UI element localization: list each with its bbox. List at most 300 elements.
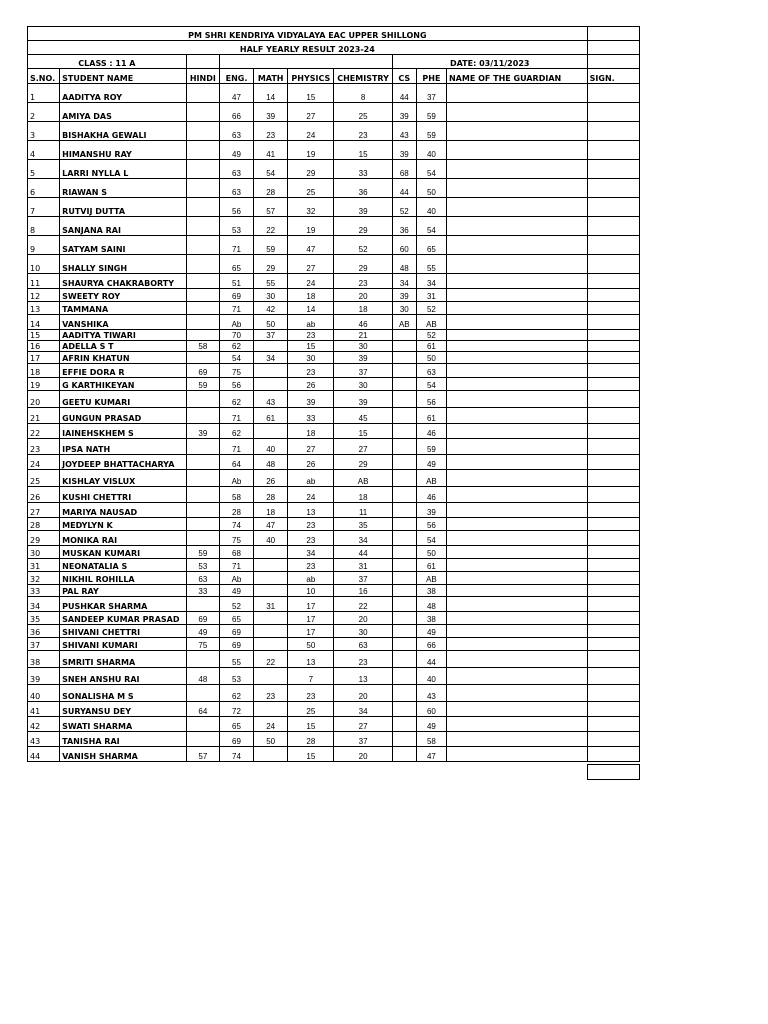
cell-chem: 20 [334, 747, 392, 762]
cell-math [254, 638, 288, 651]
cell-guardian [446, 702, 587, 717]
cell-guardian [446, 685, 587, 702]
cell-sign [587, 198, 639, 217]
cell-phe: 61 [416, 559, 446, 572]
cell-hindi [186, 455, 219, 470]
table-row [28, 732, 640, 747]
cell-phe: 52 [416, 302, 446, 315]
cell-sign [587, 732, 639, 747]
cell-cs [392, 487, 416, 503]
cell-chem: 18 [334, 302, 392, 315]
blank-cell [587, 55, 639, 69]
cell-chem: 23 [334, 122, 392, 141]
cell-eng: 65 [219, 612, 253, 625]
cell-math: 40 [254, 531, 288, 546]
cell-chem: 27 [334, 717, 392, 732]
cell-phe: 39 [416, 503, 446, 518]
cell-phy: 13 [288, 503, 334, 518]
cell-sign [587, 717, 639, 732]
cell-hindi: 69 [186, 364, 219, 378]
cell-guardian [446, 198, 587, 217]
cell-math [254, 585, 288, 597]
cell-hindi [186, 160, 219, 179]
col-eng: ENG. [219, 69, 253, 84]
cell-guardian [446, 487, 587, 503]
cell-guardian [446, 302, 587, 315]
cell-sno: 44 [28, 747, 60, 762]
cell-name: AFRIN KHATUN [60, 352, 187, 364]
cell-phy: 29 [288, 160, 334, 179]
cell-phy: 26 [288, 455, 334, 470]
cell-eng: 54 [219, 352, 253, 364]
cell-hindi [186, 487, 219, 503]
cell-name: MARIYA NAUSAD [60, 503, 187, 518]
cell-chem: 63 [334, 638, 392, 651]
cell-math: 37 [254, 330, 288, 341]
table-row [28, 289, 640, 302]
cell-name: JOYDEEP BHATTACHARYA [60, 455, 187, 470]
cell-math: 24 [254, 717, 288, 732]
cell-eng: 49 [219, 585, 253, 597]
cell-sno: 20 [28, 391, 60, 408]
cell-eng: 65 [219, 717, 253, 732]
cell-guardian [446, 455, 587, 470]
col-guardian: NAME OF THE GUARDIAN [446, 69, 587, 84]
cell-phe: 40 [416, 668, 446, 685]
cell-name: KISHLAY VISLUX [60, 470, 187, 487]
cell-phe: 44 [416, 651, 446, 668]
cell-phy: 18 [288, 289, 334, 302]
cell-phy: 7 [288, 668, 334, 685]
cell-phe: 31 [416, 289, 446, 302]
cell-sno: 29 [28, 531, 60, 546]
cell-hindi [186, 531, 219, 546]
cell-chem: 31 [334, 559, 392, 572]
cell-name: KUSHI CHETTRI [60, 487, 187, 503]
cell-guardian [446, 391, 587, 408]
cell-phe: 59 [416, 439, 446, 455]
cell-phy: 25 [288, 702, 334, 717]
cell-sign [587, 408, 639, 424]
cell-sign [587, 424, 639, 439]
cell-sno: 28 [28, 518, 60, 531]
table-row [28, 651, 640, 668]
cell-phe: 56 [416, 391, 446, 408]
cell-eng: 52 [219, 597, 253, 612]
cell-guardian [446, 518, 587, 531]
cell-phy: 30 [288, 352, 334, 364]
cell-guardian [446, 470, 587, 487]
cell-sno: 34 [28, 597, 60, 612]
cell-phy: 23 [288, 685, 334, 702]
date-label: DATE: 03/11/2023 [392, 55, 587, 69]
cell-eng: 69 [219, 638, 253, 651]
table-row [28, 572, 640, 585]
cell-eng: 55 [219, 651, 253, 668]
cell-name: AADITYA TIWARI [60, 330, 187, 341]
cell-eng: 71 [219, 439, 253, 455]
cell-hindi: 57 [186, 747, 219, 762]
cell-sno: 27 [28, 503, 60, 518]
cell-sno: 18 [28, 364, 60, 378]
table-row [28, 141, 640, 160]
cell-phe: 37 [416, 84, 446, 103]
cell-sno: 3 [28, 122, 60, 141]
cell-guardian [446, 217, 587, 236]
cell-sno: 25 [28, 470, 60, 487]
cell-math: 47 [254, 518, 288, 531]
table-row [28, 315, 640, 330]
col-hindi: HINDI [186, 69, 219, 84]
cell-math [254, 424, 288, 439]
cell-math: 30 [254, 289, 288, 302]
table-row [28, 364, 640, 378]
cell-cs: 34 [392, 274, 416, 289]
cell-eng: 49 [219, 141, 253, 160]
cell-math: 28 [254, 487, 288, 503]
cell-guardian [446, 668, 587, 685]
cell-sign [587, 103, 639, 122]
cell-chem: 25 [334, 103, 392, 122]
cell-cs: 52 [392, 198, 416, 217]
cell-chem: AB [334, 470, 392, 487]
cell-eng: 58 [219, 487, 253, 503]
cell-name: SANDEEP KUMAR PRASAD [60, 612, 187, 625]
cell-name: SNEH ANSHU RAI [60, 668, 187, 685]
cell-sno: 41 [28, 702, 60, 717]
cell-chem: 20 [334, 612, 392, 625]
cell-cs: 44 [392, 84, 416, 103]
cell-phe: 59 [416, 122, 446, 141]
cell-phe: AB [416, 315, 446, 330]
cell-chem: 39 [334, 391, 392, 408]
cell-phy: 15 [288, 84, 334, 103]
cell-eng: 47 [219, 84, 253, 103]
cell-cs [392, 546, 416, 559]
cell-guardian [446, 408, 587, 424]
cell-phy: 13 [288, 651, 334, 668]
cell-eng: 69 [219, 289, 253, 302]
cell-sign [587, 597, 639, 612]
cell-phe: 60 [416, 702, 446, 717]
cell-math: 48 [254, 455, 288, 470]
cell-hindi: 64 [186, 702, 219, 717]
cell-phy: 17 [288, 625, 334, 638]
table-row [28, 668, 640, 685]
cell-eng: 72 [219, 702, 253, 717]
cell-phe: 50 [416, 179, 446, 198]
table-row [28, 352, 640, 364]
cell-phy: 27 [288, 103, 334, 122]
cell-name: GEETU KUMARI [60, 391, 187, 408]
table-row [28, 518, 640, 531]
cell-hindi [186, 315, 219, 330]
cell-hindi: 59 [186, 546, 219, 559]
cell-guardian [446, 439, 587, 455]
cell-cs [392, 651, 416, 668]
cell-guardian [446, 289, 587, 302]
cell-sign [587, 572, 639, 585]
cell-sno: 22 [28, 424, 60, 439]
cell-cs [392, 668, 416, 685]
cell-math: 22 [254, 217, 288, 236]
cell-cs [392, 585, 416, 597]
cell-hindi [186, 439, 219, 455]
cell-sno: 11 [28, 274, 60, 289]
cell-hindi: 49 [186, 625, 219, 638]
cell-phe: 49 [416, 717, 446, 732]
cell-sign [587, 439, 639, 455]
table-row [28, 198, 640, 217]
cell-math: 57 [254, 198, 288, 217]
cell-hindi [186, 352, 219, 364]
col-physics: PHYSICS [288, 69, 334, 84]
cell-phy: 15 [288, 341, 334, 352]
cell-phy: 27 [288, 439, 334, 455]
cell-chem: 46 [334, 315, 392, 330]
cell-hindi [186, 597, 219, 612]
cell-chem: 34 [334, 702, 392, 717]
cell-eng: 56 [219, 198, 253, 217]
cell-sno: 9 [28, 236, 60, 255]
cell-sno: 23 [28, 439, 60, 455]
cell-chem: 27 [334, 439, 392, 455]
cell-cs [392, 518, 416, 531]
table-row [28, 597, 640, 612]
cell-math: 23 [254, 685, 288, 702]
col-chemistry: CHEMISTRY [334, 69, 392, 84]
table-row [28, 559, 640, 572]
cell-phe: 56 [416, 518, 446, 531]
cell-sno: 32 [28, 572, 60, 585]
cell-sno: 36 [28, 625, 60, 638]
cell-eng: 62 [219, 341, 253, 352]
cell-phe: 46 [416, 487, 446, 503]
cell-cs: 44 [392, 179, 416, 198]
cell-cs: 48 [392, 255, 416, 274]
col-phe: PHE [416, 69, 446, 84]
cell-cs [392, 424, 416, 439]
cell-guardian [446, 236, 587, 255]
cell-name: EFFIE DORA R [60, 364, 187, 378]
table-row [28, 424, 640, 439]
cell-eng: 75 [219, 531, 253, 546]
cell-name: AMIYA DAS [60, 103, 187, 122]
cell-sign [587, 455, 639, 470]
school-title: PM SHRI KENDRIYA VIDYALAYA EAC UPPER SHILLONG [28, 27, 588, 41]
cell-math [254, 572, 288, 585]
cell-phy: 23 [288, 559, 334, 572]
cell-eng: 62 [219, 685, 253, 702]
cell-sign [587, 179, 639, 198]
column-header-row [28, 69, 640, 84]
table-row [28, 439, 640, 455]
cell-hindi [186, 122, 219, 141]
cell-cs [392, 625, 416, 638]
cell-phy: 33 [288, 408, 334, 424]
cell-sno: 30 [28, 546, 60, 559]
cell-sign [587, 391, 639, 408]
table-row [28, 217, 640, 236]
cell-math: 22 [254, 651, 288, 668]
table-row [28, 84, 640, 103]
cell-sign [587, 546, 639, 559]
cell-sign [587, 302, 639, 315]
cell-chem: 8 [334, 84, 392, 103]
cell-cs: 36 [392, 217, 416, 236]
cell-hindi: 63 [186, 572, 219, 585]
cell-name: IAINEHSKHEM S [60, 424, 187, 439]
blank-cell [587, 41, 639, 55]
cell-hindi [186, 236, 219, 255]
cell-phy: 15 [288, 747, 334, 762]
cell-sno: 24 [28, 455, 60, 470]
cell-phy: 32 [288, 198, 334, 217]
cell-sno: 2 [28, 103, 60, 122]
cell-sno: 37 [28, 638, 60, 651]
table-row [28, 612, 640, 625]
cell-math: 23 [254, 122, 288, 141]
cell-math [254, 364, 288, 378]
cell-hindi: 39 [186, 424, 219, 439]
cell-phy: 23 [288, 330, 334, 341]
cell-sign [587, 341, 639, 352]
cell-cs [392, 341, 416, 352]
cell-hindi [186, 84, 219, 103]
table-row [28, 236, 640, 255]
cell-sno: 31 [28, 559, 60, 572]
cell-hindi: 48 [186, 668, 219, 685]
cell-sign [587, 352, 639, 364]
cell-name: RIAWAN S [60, 179, 187, 198]
cell-phy: 50 [288, 638, 334, 651]
cell-eng: Ab [219, 315, 253, 330]
cell-eng: 63 [219, 122, 253, 141]
cell-sign [587, 315, 639, 330]
cell-phy: 23 [288, 364, 334, 378]
cell-phe: 59 [416, 103, 446, 122]
cell-chem: 15 [334, 141, 392, 160]
table-row [28, 487, 640, 503]
cell-chem: 45 [334, 408, 392, 424]
cell-guardian [446, 546, 587, 559]
cell-chem: 37 [334, 732, 392, 747]
table-row [28, 330, 640, 341]
cell-math: 39 [254, 103, 288, 122]
cell-name: TAMMANA [60, 302, 187, 315]
table-row [28, 638, 640, 651]
cell-guardian [446, 747, 587, 762]
class-date-row [28, 55, 640, 69]
cell-sign [587, 559, 639, 572]
cell-sign [587, 668, 639, 685]
class-label: CLASS : 11 A [28, 55, 187, 69]
table-row [28, 302, 640, 315]
cell-sign [587, 685, 639, 702]
cell-guardian [446, 274, 587, 289]
cell-hindi [186, 217, 219, 236]
table-row [28, 103, 640, 122]
cell-name: SMRITI SHARMA [60, 651, 187, 668]
cell-guardian [446, 255, 587, 274]
cell-chem: 29 [334, 455, 392, 470]
cell-guardian [446, 330, 587, 341]
cell-math: 50 [254, 732, 288, 747]
cell-phy: 17 [288, 597, 334, 612]
cell-phe: 46 [416, 424, 446, 439]
cell-math [254, 612, 288, 625]
cell-cs [392, 364, 416, 378]
cell-guardian [446, 378, 587, 391]
cell-phy: 39 [288, 391, 334, 408]
cell-math: 43 [254, 391, 288, 408]
cell-sign [587, 84, 639, 103]
cell-phe: 54 [416, 160, 446, 179]
cell-math: 26 [254, 470, 288, 487]
table-row [28, 717, 640, 732]
cell-chem: 21 [334, 330, 392, 341]
cell-eng: 63 [219, 179, 253, 198]
cell-math: 31 [254, 597, 288, 612]
cell-hindi [186, 651, 219, 668]
cell-name: LARRI NYLLA L [60, 160, 187, 179]
cell-sign [587, 585, 639, 597]
cell-name: RUTVIJ DUTTA [60, 198, 187, 217]
cell-name: MEDYLYN K [60, 518, 187, 531]
cell-sign [587, 518, 639, 531]
cell-eng: 51 [219, 274, 253, 289]
cell-sno: 4 [28, 141, 60, 160]
cell-math [254, 702, 288, 717]
cell-sign [587, 470, 639, 487]
cell-sign [587, 122, 639, 141]
cell-guardian [446, 103, 587, 122]
cell-math: 59 [254, 236, 288, 255]
cell-phe: AB [416, 470, 446, 487]
cell-phy: 14 [288, 302, 334, 315]
exam-row [28, 41, 640, 55]
cell-cs [392, 455, 416, 470]
cell-sno: 35 [28, 612, 60, 625]
table-row [28, 391, 640, 408]
cell-math: 50 [254, 315, 288, 330]
col-cs: CS [392, 69, 416, 84]
cell-math [254, 378, 288, 391]
cell-chem: 11 [334, 503, 392, 518]
table-row [28, 160, 640, 179]
cell-math: 54 [254, 160, 288, 179]
cell-chem: 35 [334, 518, 392, 531]
cell-phy: ab [288, 572, 334, 585]
cell-phe: 63 [416, 364, 446, 378]
cell-phe: 49 [416, 625, 446, 638]
cell-sno: 26 [28, 487, 60, 503]
cell-name: BISHAKHA GEWALI [60, 122, 187, 141]
cell-eng: 62 [219, 391, 253, 408]
cell-hindi [186, 198, 219, 217]
cell-cs [392, 638, 416, 651]
cell-phe: 48 [416, 597, 446, 612]
cell-chem: 13 [334, 668, 392, 685]
cell-phe: 54 [416, 217, 446, 236]
cell-sno: 16 [28, 341, 60, 352]
cell-name: SHAURYA CHAKRABORTY [60, 274, 187, 289]
table-row [28, 455, 640, 470]
cell-name: SATYAM SAINI [60, 236, 187, 255]
cell-sign [587, 503, 639, 518]
cell-cs: 39 [392, 289, 416, 302]
table-row [28, 274, 640, 289]
